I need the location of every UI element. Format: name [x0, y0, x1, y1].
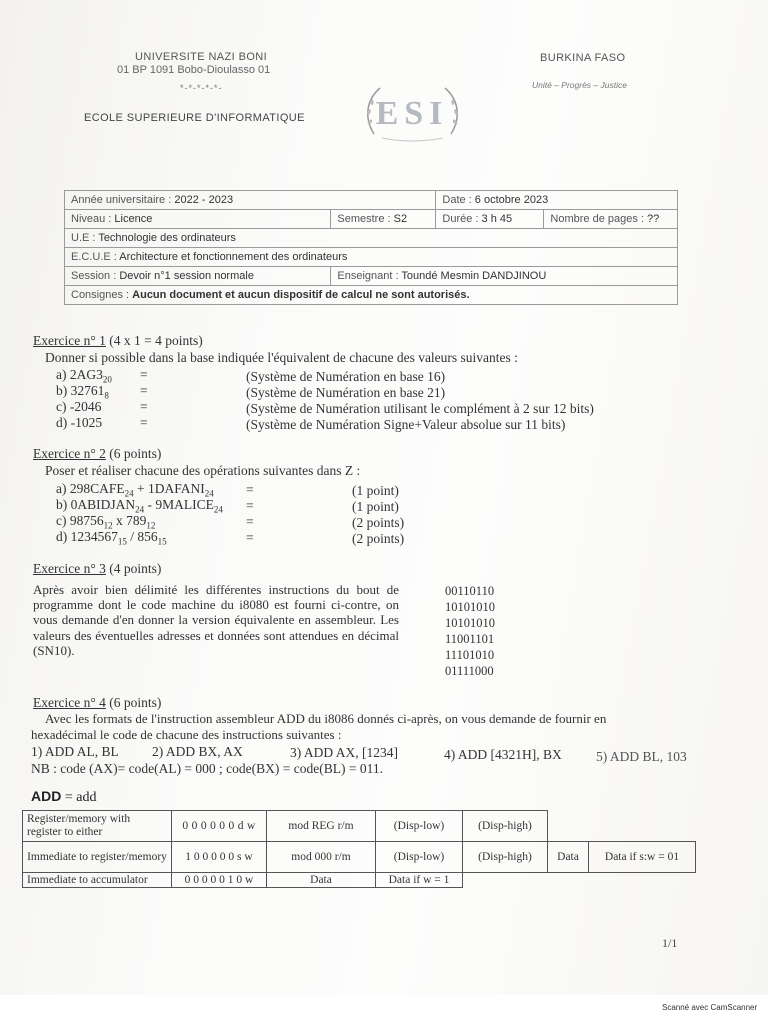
table-row: Immediate to register/memory 1 0 0 0 0 0 s w mod 000 r/m (Disp-low) (Disp-high) Data Data if s:w = 01	[23, 842, 696, 873]
ex2-eq-b: =	[246, 498, 254, 513]
ex2-points-b: (1 point)	[352, 499, 399, 514]
ecue-cell: E.C.U.E : Architecture et fonctionnement des ordinateurs	[65, 248, 678, 267]
ex2-item-b: b) $0ABIDJAN_{24}$ - $9MALICE_{24}$	[56, 497, 223, 515]
session: Devoir n°1 session normale	[119, 270, 254, 282]
ex2-eq-d: =	[246, 530, 254, 545]
academic-year: 2022 - 2023	[174, 194, 234, 206]
ex1-eq-a: =	[140, 367, 148, 382]
academic-year-cell: Année universitaire : 2022 - 2023	[65, 191, 436, 210]
ue-cell: U.E : Technologie des ordinateurs	[65, 229, 678, 248]
table-row: Register/memory with register to either 0 0 0 0 0 0 d w mod REG r/m (Disp-low) (Disp-high)	[23, 811, 696, 842]
binary-code-line: 11101010	[445, 648, 495, 662]
exam-info-table	[64, 190, 678, 305]
instruction-4: 4) ADD [4321H], BX	[444, 747, 562, 762]
level-cell: Niveau : Licence	[65, 210, 331, 229]
exercise-4-title: Exercice n° 4 (6 points)	[33, 695, 162, 710]
binary-code-line: 11001101	[445, 632, 495, 646]
binary-code-line: 00110110	[445, 584, 495, 598]
exercise-3-text: Après avoir bien délimité les différentes instructions du bout de programme dont le code machine du i8080 est fourni ci-contre, on vous demande d'en donner la version équivalente en assembleur. Les valeurs des éventuelles adresses et données sont attendues en décimal (SN10).	[33, 582, 399, 658]
exam-date: 6 octobre 2023	[474, 194, 549, 206]
duration-cell: Durée : 3 h 45	[436, 210, 544, 229]
instructions: Aucun document et aucun dispositif de calcul ne sont autorisés.	[132, 289, 470, 301]
ex2-item-c: c) $98756_{12}$ x $789_{12}$	[56, 513, 156, 531]
ex2-item-a: a) $298CAFE_{24}$ + $1DAFANI_{24}$	[56, 481, 214, 499]
exercise-1-title: Exercice n° 1 (4 x 1 = 4 points)	[33, 333, 203, 348]
level: Licence	[114, 213, 153, 225]
ex1-eq-c: =	[140, 399, 148, 414]
university-address: 01 BP 1091 Bobo-Dioulasso 01	[117, 64, 271, 76]
teacher: Toundé Mesmin DANDJINOU	[401, 270, 547, 282]
binary-code-line: 01111000	[445, 664, 494, 678]
instruction-5: 5) ADD BL, 103	[596, 749, 687, 764]
logo-letters: ESI	[375, 95, 449, 132]
ex1-desc-b: (Système de Numération en base 21)	[246, 385, 446, 400]
country-name: BURKINA FASO	[540, 52, 626, 64]
semester-cell: Semestre : S2	[331, 210, 436, 229]
exercise-4-line-1: Avec les formats de l'instruction assembleur ADD du i8086 donnés ci-après, on vous demande de fournir en	[45, 711, 607, 726]
exercise-1-intro: Donner si possible dans la base indiquée l'équivalent de chacune des valeurs suivantes :	[45, 350, 518, 365]
exercise-4-line-2: hexadécimal le code de chacune des instructions suivantes :	[31, 727, 342, 742]
add-table-heading: ADD = add	[31, 788, 97, 805]
exercise-3-title: Exercice n° 3 (4 points)	[33, 561, 162, 576]
exercise-2-intro: Poser et réaliser chacune des opérations suivantes dans Z :	[45, 463, 361, 478]
teacher-cell: Enseignant : Toundé Mesmin DANDJINOU	[331, 267, 678, 286]
table-row: Immediate to accumulator 0 0 0 0 0 1 0 w Data Data if w = 1	[23, 873, 696, 888]
ex2-points-a: (1 point)	[352, 483, 399, 498]
decorative-stars: *-*-*-*-*-	[180, 83, 223, 93]
scanner-watermark: Scanné avec CamScanner	[662, 1003, 758, 1012]
instruction-2: 2) ADD BX, AX	[152, 744, 243, 759]
esi-logo	[360, 78, 465, 148]
school-name: ECOLE SUPERIEURE D'INFORMATIQUE	[84, 112, 305, 124]
ecue: Architecture et fonctionnement des ordinateurs	[119, 251, 348, 263]
duration: 3 h 45	[481, 213, 513, 225]
instruction-3: 3) ADD AX, [1234]	[290, 745, 398, 760]
instruction-1: 1) ADD AL, BL	[31, 744, 119, 759]
ex1-eq-d: =	[140, 415, 148, 430]
ue: Technologie des ordinateurs	[98, 232, 236, 244]
exercise-2-title: Exercice n° 2 (6 points)	[33, 446, 162, 461]
semester: S2	[393, 213, 408, 225]
ex1-desc-a: (Système de Numération en base 16)	[246, 369, 446, 384]
page-number: 1/1	[662, 936, 678, 950]
ex2-item-d: d) $1234567_{15} / 856_{15}$	[56, 529, 167, 547]
ex1-item-a: a) $2AG3_{20}$	[56, 367, 112, 385]
ex1-desc-c: (Système de Numération utilisant le complément à 2 sur 12 bits)	[246, 401, 594, 416]
ex1-item-c: c) -2046	[56, 399, 102, 414]
date-cell: Date : 6 octobre 2023	[436, 191, 678, 210]
ex2-points-d: (2 points)	[352, 531, 405, 546]
country-motto: Unité – Progrès – Justice	[532, 80, 627, 90]
ex2-eq-c: =	[246, 514, 254, 529]
instructions-cell: Consignes : Aucun document et aucun dispositif de calcul ne sont autorisés.	[65, 286, 678, 305]
add-format-table	[22, 810, 696, 888]
session-cell: Session : Devoir n°1 session normale	[65, 267, 331, 286]
page-count: ??	[647, 213, 660, 225]
binary-code-line: 10101010	[445, 616, 495, 630]
exercise-4-note: NB : code (AX)= code(AL) = 000 ; code(BX) = code(BL) = 011.	[31, 761, 383, 776]
ex1-item-b: b) $32761_8$	[56, 383, 109, 401]
pages-cell: Nombre de pages : ??	[544, 210, 678, 229]
university-name: UNIVERSITE NAZI BONI	[135, 51, 268, 63]
ex2-points-c: (2 points)	[352, 515, 405, 530]
ex2-eq-a: =	[246, 482, 254, 497]
ex1-item-d: d) -1025	[56, 415, 103, 430]
binary-code-line: 10101010	[445, 600, 495, 614]
ex1-eq-b: =	[140, 383, 148, 398]
ex1-desc-d: (Système de Numération Signe+Valeur absolue sur 11 bits)	[246, 417, 566, 432]
